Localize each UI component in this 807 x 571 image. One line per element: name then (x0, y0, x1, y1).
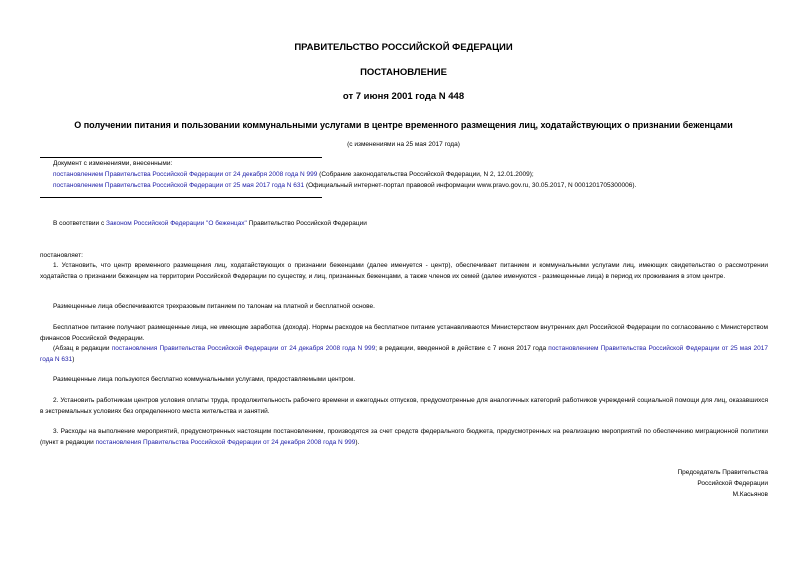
preamble (53, 219, 367, 230)
amendment-link[interactable]: постановлением Правительства Российской Федерации от 25 мая 2017 года N 631 (53, 182, 305, 189)
signature-title-2: Российской Федерации (697, 480, 768, 487)
signature-title-1: Председатель Правительства (677, 469, 768, 476)
paragraph-1: 1. Установить, что центр временного размещения лиц, ходатайствующих о признании беженцами (далее именуется - центр), обеспечивает питанием и коммунальными услугами лиц, имеющих свидетельство о рассмотрении ходатайства о признании беженцем на территории Российской Федерации по существу, и лиц, признанных беженцами, а также членов их семей (далее именуются - размещенные лица) в период их проживания в этом центре. (40, 262, 768, 280)
government-name: ПРАВИТЕЛЬСТВО РОССИЙСКОЙ ФЕДЕРАЦИИ (294, 42, 513, 53)
decree-999-link[interactable]: постановления Правительства Российской Федерации от 24 декабря 2008 года N 999 (95, 438, 356, 446)
document-type: ПОСТАНОВЛЕНИЕ (360, 67, 447, 78)
paragraph-free-meals: Бесплатное питание получают размещенные лица, не имеющие заработка (дохода). Нормы расходов на бесплатное питание устанавливаются Министерством внутренних дел Российской Федерации по согласованию с Министерством финансов Российской Федерации. (40, 324, 768, 342)
amendment-source: (Официальный интернет-портал правовой информации www.pravo.gov.ru, 30.05.2017, N 0001201705300006). (304, 182, 637, 189)
amendment-link[interactable]: постановлением Правительства Российской Федерации от 24 декабря 2008 года N 999 (53, 171, 318, 178)
amendment-item (53, 181, 636, 192)
divider-bottom (40, 197, 322, 198)
edition-note (40, 344, 768, 365)
signature-name: М.Касьянов (732, 491, 768, 498)
paragraph-2: 2. Установить работникам центров условия оплаты труда, продолжительность рабочего времени и ежегодных отпусков, предусмотренные для аналогичных категорий работников учреждений социальной помощи для лиц, оказавшихся в экстремальных условиях без определенного места жительства и занятий. (40, 397, 768, 415)
edition-note-text: (Абзац в редакции (53, 345, 112, 352)
document-title: О получении питания и пользовании коммунальными услугами в центре временного размещения лиц, ходатайствующих о признании беженцами (74, 120, 733, 130)
divider-top (40, 157, 322, 158)
amendment-source: (Собрание законодательства Российской Федерации, N 2, 12.01.2009); (317, 171, 534, 178)
preamble-text: В соответствии с (53, 220, 107, 227)
paragraph-meals: Размещенные лица обеспечиваются трехразовым питанием по талонам на платной и бесплатной основе. (53, 303, 375, 310)
edition-note-text: ) (72, 355, 75, 363)
law-link[interactable]: Законом Российской Федерации "О беженцах" (106, 220, 247, 227)
paragraph-3 (40, 427, 768, 448)
preamble-text: Правительство Российской Федерации (246, 220, 367, 227)
paragraph-utilities: Размещенные лица пользуются бесплатно коммунальными услугами, предоставляемыми центром. (53, 376, 356, 383)
decree-word: постановляет: (40, 252, 83, 259)
amendments-note: (с изменениями на 25 мая 2017 года) (347, 141, 460, 148)
paragraph-3-text: ). (355, 438, 360, 446)
decree-999-link[interactable]: постановления Правительства Российской Федерации от 24 декабря 2008 года N 999 (111, 345, 376, 352)
amended-by-intro: Документ с изменениями, внесенными: (53, 160, 173, 167)
amendment-item (53, 170, 534, 181)
decree-631-link[interactable]: постановлением Правительства Российской Федерации от 25 мая 2017 года N 631 (40, 345, 769, 363)
document-date-number: от 7 июня 2001 года N 448 (342, 91, 465, 102)
edition-note-text: ; в редакции, введенной в действие с 7 июня 2017 года (375, 345, 549, 352)
paragraph-3-text: 3. Расходы на выполнение мероприятий, предусмотренных настоящим постановлением, производятся за счет средств федерального бюджета, предусмотренных на реализацию мероприятий по обеспечению миграционной политики (пункт в редакции (40, 428, 768, 446)
